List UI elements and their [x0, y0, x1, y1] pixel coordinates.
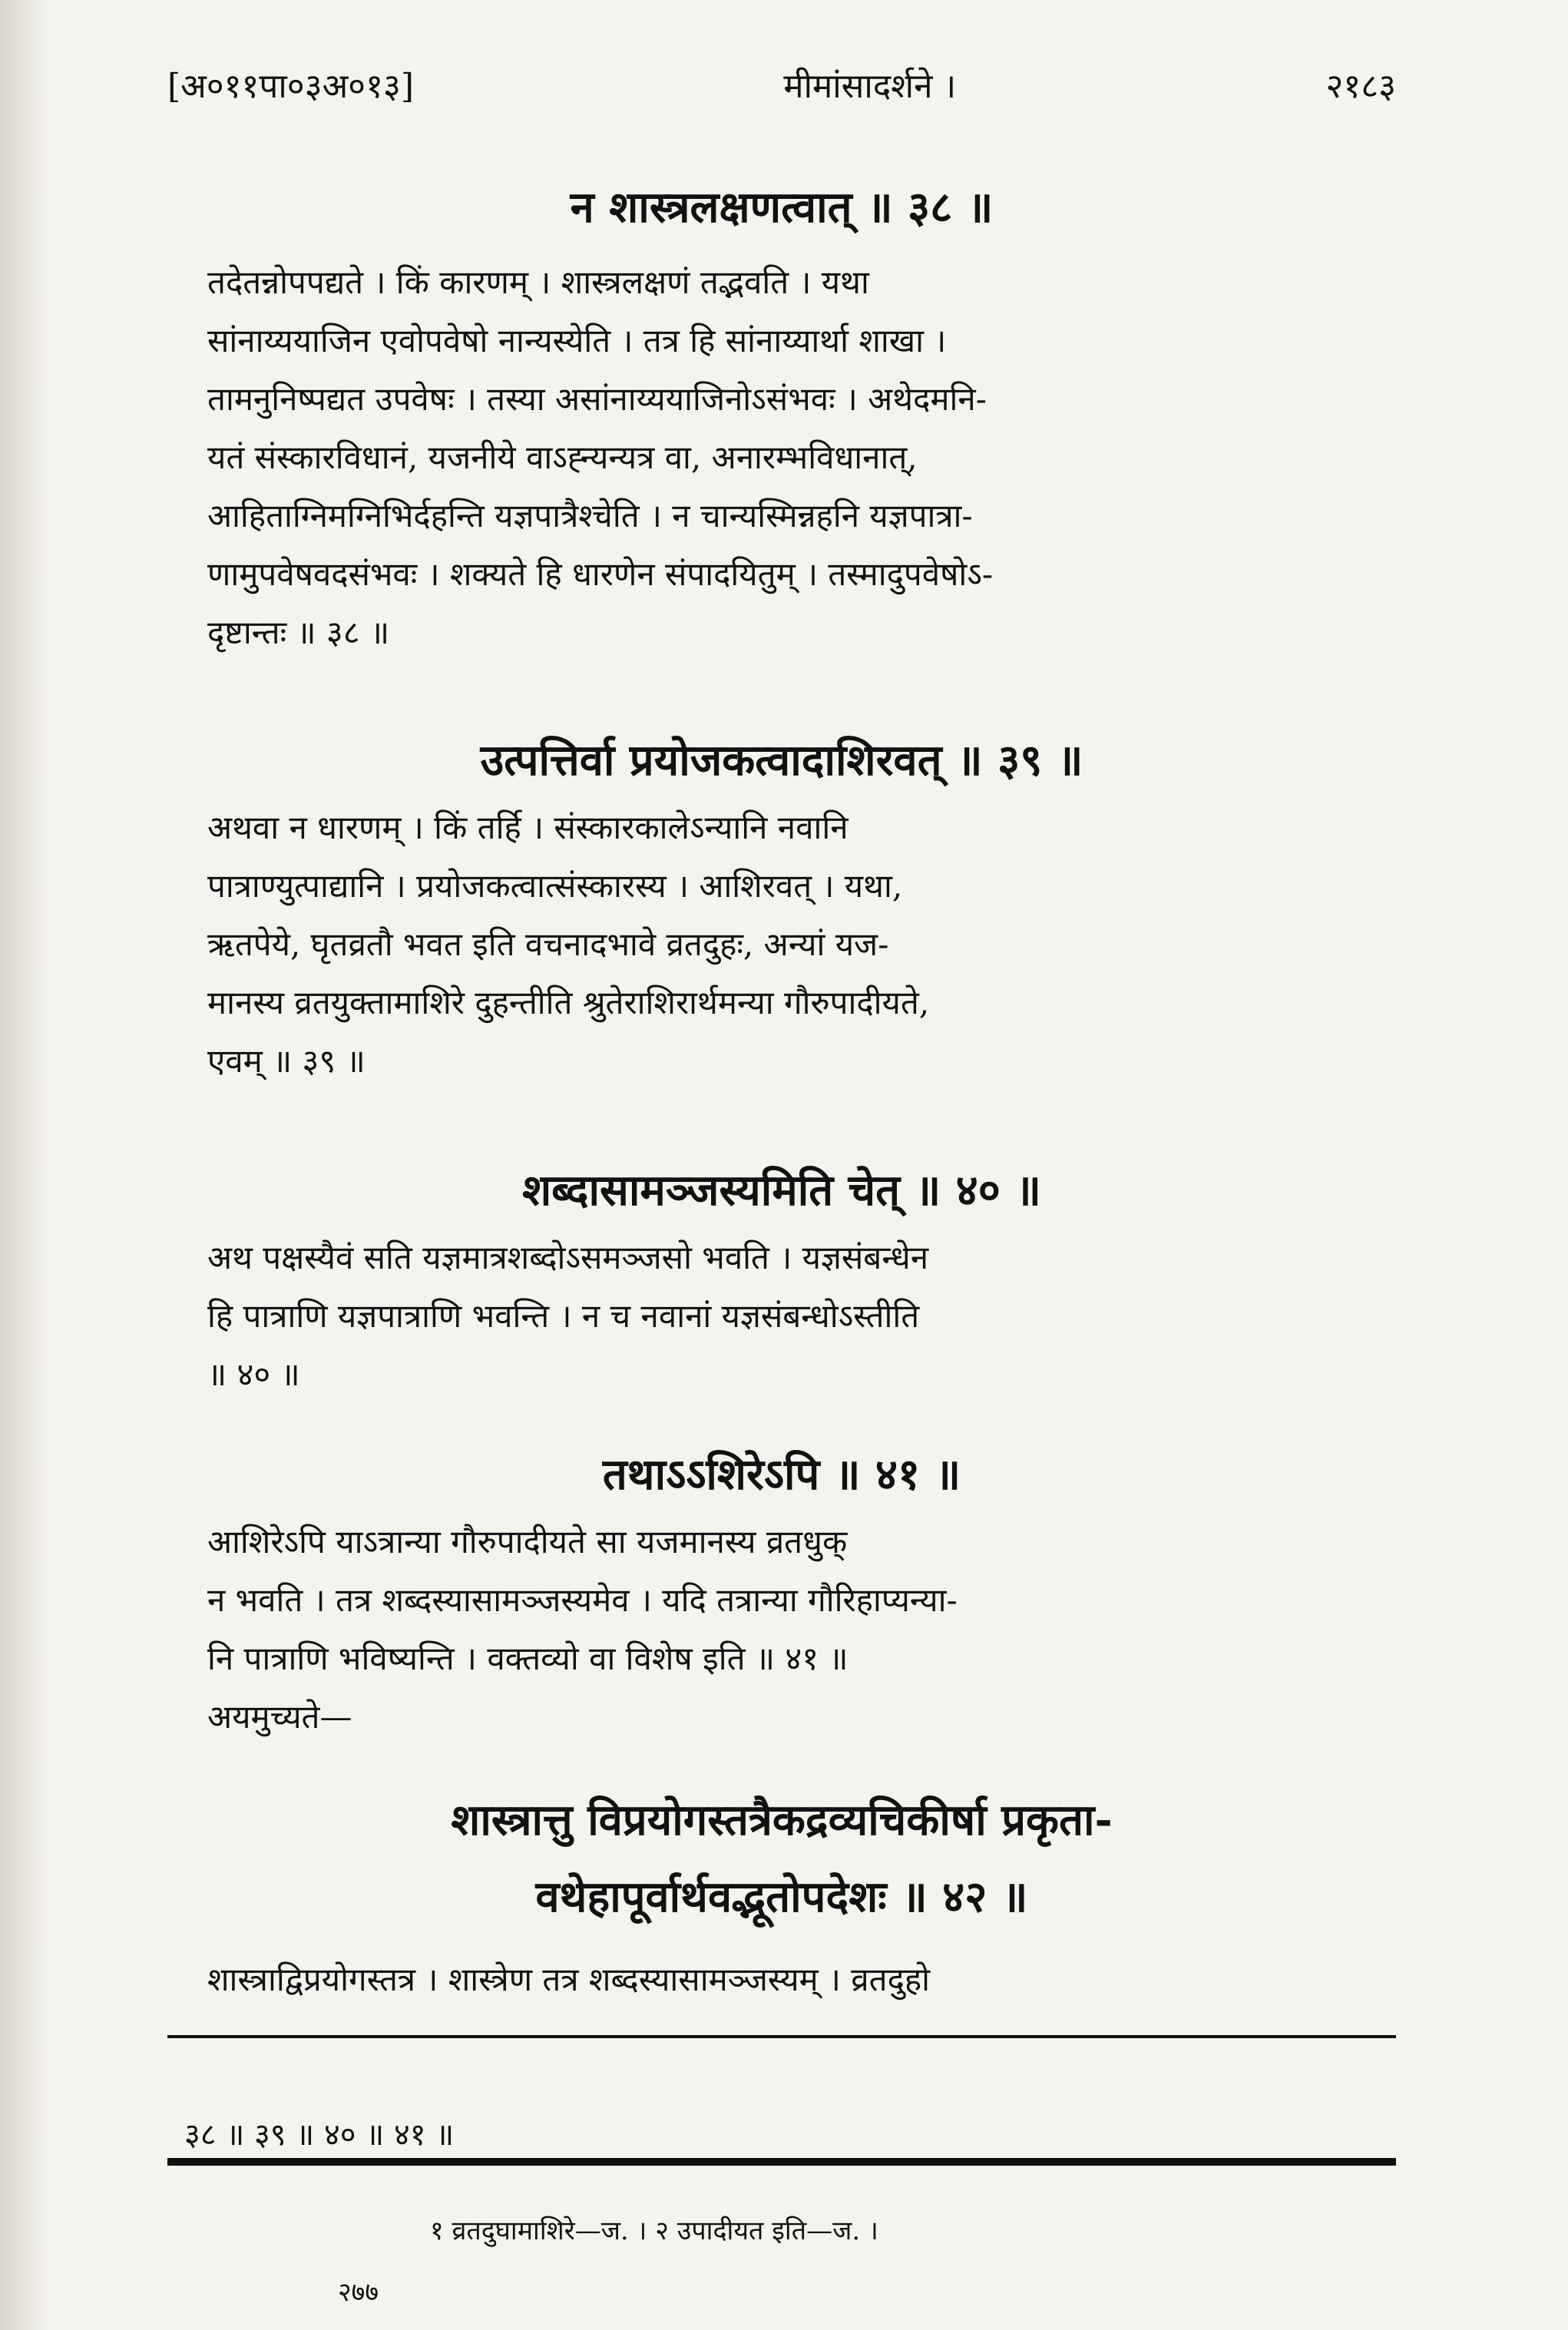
text-line: हि पात्राणि यज्ञपात्राणि भवन्ति । न च नवानां यज्ञसंबन्धोऽस्तीति: [207, 1297, 920, 1335]
text-line: पात्राण्युत्पाद्यानि । प्रयोजकत्वात्संस्कारस्य । आशिरवत् । यथा,: [207, 867, 903, 905]
header-title: मीमांसादर्शने ।: [783, 67, 957, 106]
text-line: तामनुनिष्पद्यत उपवेषः । तस्या असांनाय्ययाजिनोऽसंभवः । अथेदमनि-: [207, 380, 987, 418]
commentary-40: [207, 1229, 1398, 1404]
text-line: तदेतन्नोपपद्यते । किं कारणम् । शास्त्रलक्षणं तद्भवति । यथा: [207, 263, 869, 301]
sutra-39: उत्पत्तिर्वा प्रयोजकत्वादाशिरवत् ॥ ३९ ॥: [480, 735, 1083, 786]
commentary-39: [207, 799, 1398, 1091]
page-header: [167, 54, 1396, 115]
text-line: शास्त्राद्विप्रयोगस्तत्र । शास्त्रेण तत्र शब्दस्यासामञ्जस्यम् । व्रतदुहो: [207, 1961, 931, 1998]
text-line: अथ पक्षस्यैवं सति यज्ञमात्रशब्दोऽसमञ्जसो भवति । यज्ञसंबन्धेन: [207, 1239, 929, 1276]
scan-margin: [0, 0, 46, 2330]
commentary-41: [207, 1513, 1398, 1746]
text-line: यतं संस्कारविधानं, यजनीये वाऽह्न्यन्यत्र वा, अनारम्भविधानात्,: [207, 439, 918, 476]
text-line: न भवति । तत्र शब्दस्यासामञ्जस्यमेव । यदि तत्रान्या गौरिहाप्यन्या-: [207, 1581, 958, 1619]
text-line: एवम् ॥ ३९ ॥: [207, 1042, 366, 1080]
text-line: नि पात्राणि भविष्यन्ति । वक्तव्यो वा विशेष इति ॥ ४१ ॥: [207, 1640, 849, 1677]
text-line: अयमुच्यते—: [207, 1698, 352, 1736]
commentary-38: [207, 253, 1398, 662]
commentary-42: [207, 1951, 1398, 2009]
sutra-42-line-1: शास्त्रात्तु विप्रयोगस्तत्रैकद्रव्यचिकीर्षा प्रकृता-: [451, 1795, 1113, 1845]
sutra-38: न शास्त्रलक्षणत्वात् ॥ ३८ ॥: [570, 182, 994, 233]
text-line: ॥ ४० ॥: [207, 1355, 300, 1393]
divider-bottom: [167, 2158, 1396, 2166]
text-line: मानस्य व्रतयुक्तामाशिरे दुहन्तीति श्रुतेराशिरार्थमन्या गौरुपादीयते,: [207, 984, 930, 1021]
sutra-40: शब्दासामञ्जस्यमिति चेत् ॥ ४० ॥: [522, 1165, 1041, 1216]
text-line: आहिताग्निमग्निभिर्दहन्ति यज्ञपात्रैश्चेति । न चान्यस्मिन्नहनि यज्ञपात्रा-: [207, 497, 973, 535]
sutra-41: तथाऽऽशिरेऽपि ॥ ४१ ॥: [602, 1449, 961, 1500]
header-section-ref: [अ०११पा०३अ०१३]: [167, 67, 414, 106]
divider-top: [167, 2035, 1396, 2038]
text-line: ऋतपेये, घृतव्रतौ भवत इति वचनादभावे व्रतदुहः, अन्यां यज-: [207, 925, 889, 963]
page-number: २१८३: [1325, 67, 1396, 106]
text-line: आशिरेऽपि याऽत्रान्या गौरुपादीयते सा यजमानस्य व्रतधुक्: [207, 1523, 848, 1561]
sutra-42-line-2: वथेहापूर्वार्थवद्भूतोपदेशः ॥ ४२ ॥: [535, 1872, 1028, 1922]
text-line: अथवा न धारणम् । किं तर्हि । संस्कारकालेऽन्यानि नवानि: [207, 809, 849, 846]
text-line: णामुपवेषवदसंभवः । शक्यते हि धारणेन संपादयितुम् । तस्मादुपवेषोऽ-: [207, 555, 994, 593]
footnote: १ व्रतदुघामाशिरे—ज. । २ उपादीयत इति—ज. ।: [430, 2216, 878, 2246]
sutra-reference-list: ३८ ॥ ३९ ॥ ४० ॥ ४१ ॥: [184, 2117, 455, 2153]
signature-mark: २७७: [338, 2277, 379, 2308]
text-line: सांनाय्ययाजिन एवोपवेषो नान्यस्येति । तत्र हि सांनाय्यार्था शाखा ।: [207, 322, 947, 359]
text-line: दृष्टान्तः ॥ ३८ ॥: [207, 614, 390, 651]
